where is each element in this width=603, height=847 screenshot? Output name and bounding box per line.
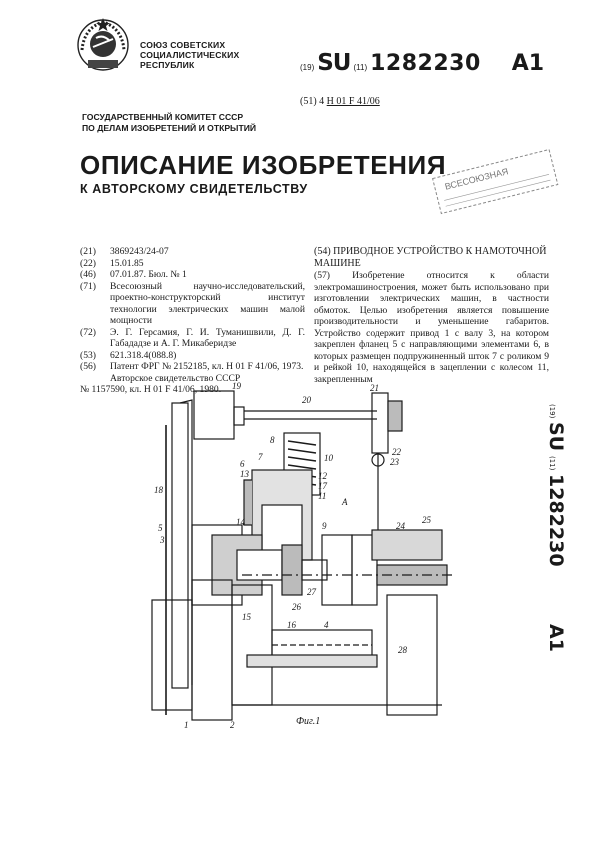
library-stamp — [405, 150, 565, 214]
callout-18: 18 — [154, 485, 163, 495]
country-code: SU — [317, 50, 351, 76]
document-title: ОПИСАНИЕ ИЗОБРЕТЕНИЯ — [80, 150, 447, 180]
callout-21: 21 — [370, 383, 379, 393]
callout-17: 17 — [318, 481, 327, 491]
number-tag: (11) — [353, 63, 368, 72]
kind-code: A1 — [511, 51, 545, 76]
callout-8: 8 — [270, 435, 275, 445]
org-line-3: РЕСПУБЛИК — [140, 60, 195, 70]
biblio-cert-2: № 1157590, кл. H 01 F 41/06, 1980. — [80, 384, 222, 395]
invention-title: (54) ПРИВОДНОЕ УСТРОЙСТВО К НАМОТОЧНОЙ МАШИНЕ — [314, 246, 547, 269]
callout-6: 6 — [240, 459, 245, 469]
callout-23: 23 — [390, 457, 399, 467]
callout-11: 11 — [318, 491, 327, 501]
callout-27: 27 — [307, 587, 316, 597]
callout-7: 7 — [258, 452, 263, 462]
side-number: 1282230 — [545, 474, 567, 567]
biblio-row: (71) Всесоюзный научно-исследовательский, проектно-конструкторский институт технологии электрических машин малой мощности — [80, 280, 305, 326]
patent-number: 1282230 — [370, 51, 481, 76]
biblio-row: (72) Э. Г. Герсамия, Г. И. Туманишвили, Д. Г. Габададзе и А. Г. Микаберидзе — [80, 326, 305, 349]
committee-name — [82, 112, 256, 134]
biblio-row: (46) 07.01.87. Бюл. № 1 — [80, 269, 187, 280]
callout-12: 12 — [318, 471, 327, 481]
bibliographic-data — [80, 246, 305, 396]
org-line-2: СОЦИАЛИСТИЧЕСКИХ — [140, 50, 240, 60]
callout-2: 2 — [230, 720, 235, 730]
side-patent-number — [522, 400, 567, 680]
callout-10: 10 — [324, 453, 333, 463]
committee-line-1: ГОСУДАРСТВЕННЫЙ КОМИТЕТ СССР — [82, 112, 244, 122]
callout-5: 5 — [158, 523, 163, 533]
ipc-tag: (51) 4 — [300, 96, 325, 107]
issuing-country-name — [140, 40, 239, 70]
side-kind: A1 — [545, 624, 567, 652]
abstract-text: (57) Изобретение относится к области электромашиностроения, может быть использовано при изготовлении электрических машин, в частности обмоток. Целью изобретения является повышение производительности и уменьшение габаритов. Устройство содержит привод 1 с валу 3, на котором закреплен фланец 5 с направляющими элементами 6, в которых размещен подпружиненный шток 7 с роликом 9 и рейкой 10, находящейся в зацеплении с колесом 11, закрепленным — [314, 270, 549, 385]
biblio-cert: Авторское свидетельство СССР — [110, 372, 241, 384]
callout-15: 15 — [242, 612, 251, 622]
callout-20: 20 — [302, 395, 311, 405]
document-subtitle: К АВТОРСКОМУ СВИДЕТЕЛЬСТВУ — [80, 182, 308, 196]
callout-24: 24 — [396, 521, 405, 531]
callout-13: 13 — [240, 469, 249, 479]
callout-28: 28 — [398, 645, 407, 655]
callout-1: 1 — [184, 720, 189, 730]
stamp-text: ВСЕСОЮЗНАЯ — [443, 166, 510, 192]
side-country: SU — [545, 422, 567, 452]
callout-9: 9 — [322, 521, 327, 531]
callout-16: 16 — [287, 620, 296, 630]
biblio-row: (56) Патент ФРГ № 2152185, кл. H 01 F 41/06, 1973. — [80, 361, 304, 372]
callout-14: 14 — [236, 517, 245, 527]
callout-4: 4 — [324, 620, 329, 630]
side-country-tag: (19) — [548, 404, 556, 419]
technical-drawing — [152, 381, 452, 730]
committee-line-2: ПО ДЕЛАМ ИЗОБРЕТЕНИЙ И ОТКРЫТИЙ — [82, 123, 257, 133]
callout-25: 25 — [422, 515, 431, 525]
ipc-classification — [300, 96, 380, 107]
side-number-tag: (11) — [548, 456, 556, 471]
callout-26: 26 — [292, 602, 301, 612]
callout-A: A — [342, 497, 348, 507]
biblio-row: (22) 15.01.85 — [80, 257, 144, 269]
callout-3: 3 — [160, 535, 165, 545]
country-code-tag: (19) — [300, 63, 315, 72]
callout-19: 19 — [232, 381, 241, 391]
state-emblem-icon — [74, 14, 132, 74]
patent-number-block — [300, 50, 544, 76]
figure-label: Фиг.1 — [296, 716, 321, 727]
biblio-row: (21) 3869243/24-07 — [80, 246, 169, 257]
ipc-code: H 01 F 41/06 — [326, 96, 380, 107]
org-line-1: СОЮЗ СОВЕТСКИХ — [140, 40, 226, 50]
callout-22: 22 — [392, 447, 401, 457]
biblio-row: (53) 621.318.4(088.8) — [80, 349, 177, 361]
